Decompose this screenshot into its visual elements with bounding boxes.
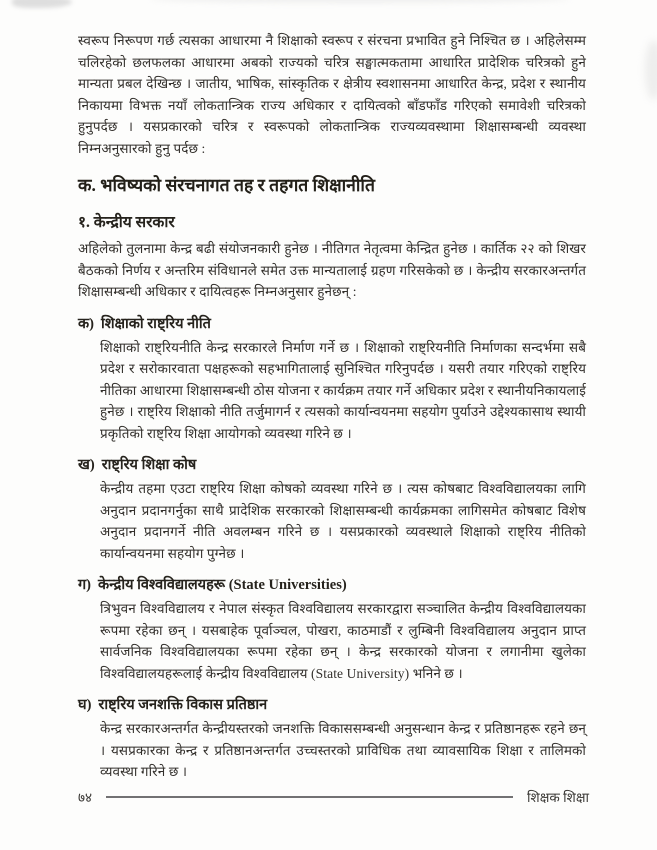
- list-item-ka: [78, 314, 586, 445]
- item-label: घ): [78, 697, 92, 713]
- item-heading-text: केन्द्रीय विश्वविद्यालयहरू (State Universities): [98, 577, 347, 593]
- list-item-kha: [78, 455, 586, 564]
- scan-smudge-right-edge: [645, 40, 657, 100]
- item-body: केन्द्र सरकारअन्तर्गत केन्द्रीयस्तरको जनशक्ति विकाससम्बन्धी अनुसन्धान केन्द्र र प्रतिष्ठानहरू रहने छन् । यसप्रकारका केन्द्र र प्रतिष्ठानअन्तर्गत उच्चस्तरको प्राविधिक तथा व्यावसायिक शिक्षा र तालिमको व्यवस्था गरिने छ ।: [100, 721, 586, 779]
- list-item-gha: [78, 695, 586, 783]
- section-heading: क. भविष्यको संरचनागत तह र तहगत शिक्षानीति: [78, 175, 375, 195]
- page-number: ७४: [78, 790, 93, 805]
- item-heading: [78, 455, 586, 475]
- subsection-heading: १. केन्द्रीय सरकार: [78, 214, 175, 231]
- item-label: क): [78, 315, 94, 332]
- scan-smudge-top-left: [12, 0, 72, 8]
- intro-paragraph: स्वरूप निरूपण गर्छ त्यसका आधारमा नै शिक्षाको स्वरूप र संरचना प्रभावित हुने निश्चित छ । अहिलेसम्म चलिरहेको छलफलका आधारमा अबको राज्यको चरित्र सङ्घात्मकतामा आधारित प्रादेशिक चरित्रको हुने मान्यता प्रबल देखिन्छ । जातीय, भाषिक, सांस्कृतिक र क्षेत्रीय स्वशासनमा आधारित केन्द्र, प्रदेश र स्थानीय निकायमा विभक्त नयाँ लोकतान्त्रिक राज्य अधिकार र दायित्वको बाँडफाँड गरिएको समावेशी चरित्रको हुनुपर्दछ । यसप्रकारको चरित्र र स्वरूपको लोकतान्त्रिक राज्यव्यवस्थामा शिक्षासम्बन्धी व्यवस्था निम्नअनुसारको हुनु पर्दछ :: [78, 33, 586, 156]
- page-content: [78, 30, 586, 783]
- footer-journal-title: शिक्षक शिक्षा: [527, 790, 589, 805]
- item-body: त्रिभुवन विश्वविद्यालय र नेपाल संस्कृत विश्वविद्यालय सरकारद्वारा सञ्चालित केन्द्रीय विश्वविद्यालयका रूपमा रहेका छन् । यसबाहेक पूर्वाञ्चल, पोखरा, काठमाडौं र लुम्बिनी विश्वविद्यालय अनुदान प्राप्त सार्वजनिक विश्वविद्यालयका रूपमा रहेका छन् । केन्द्र सरकारको योजना र लगानीमा खुलेका विश्वविद्यालयहरूलाई केन्द्रीय विश्वविद्यालय (State University) भनिने छ ।: [100, 601, 586, 681]
- subsection-paragraph: अहिलेको तुलनामा केन्द्र बढी संयोजनकारी हुनेछ । नीतिगत नेतृत्वमा केन्द्रित हुनेछ । कार्तिक २२ को शिखर बैठकको निर्णय र अन्तरिम संविधानले समेत उक्त मान्यतालाई ग्रहण गरिसकेको छ । केन्द्रीय सरकारअन्तर्गत शिक्षासम्बन्धी अधिकार र दायित्वहरू निम्नअनुसार हुनेछन् :: [78, 241, 586, 299]
- list-item-ga: [78, 575, 586, 684]
- page-footer: [78, 788, 589, 806]
- item-label: ग): [78, 577, 91, 593]
- item-body: शिक्षाको राष्ट्रियनीति केन्द्र सरकारले निर्माण गर्ने छ । शिक्षाको राष्ट्रियनीति निर्माणका सन्दर्भमा सबै प्रदेश र सरोकारवाता पक्षहरूको सहभागितालाई सुनिश्चित गरिनुपर्दछ । यसरी तयार गरिएको राष्ट्रिय नीतिका आधारमा शिक्षासम्बन्धी ठोस योजना र कार्यक्रम तयार गर्ने अधिकार प्रदेश र स्थानीयनिकायलाई हुनेछ । राष्ट्रिय शिक्षाको नीति तर्जुमागर्न र त्यसको कार्यान्वयनमा सहयोग पुर्याउने उद्देश्यकासाथ स्थायी प्रकृतिको राष्ट्रिय शिक्षा आयोगको व्यवस्था गरिने छ ।: [100, 339, 586, 441]
- item-heading: [78, 575, 586, 595]
- item-heading: [78, 314, 586, 334]
- item-heading-text: राष्ट्रिय शिक्षा कोष: [101, 457, 197, 473]
- scan-smudge-top-center: [150, 0, 570, 3]
- item-heading-text: राष्ट्रिय जनशक्ति विकास प्रतिष्ठान: [98, 697, 268, 713]
- footer-rule: [106, 796, 513, 798]
- item-body: केन्द्रीय तहमा एउटा राष्ट्रिय शिक्षा कोषको व्यवस्था गरिने छ । त्यस कोषबाट विश्वविद्यालयका लागि अनुदान प्रदानगर्नुका साथै प्रादेशिक सरकारको शिक्षासम्बन्धी कार्यक्रमका लागिसमेत कोषबाट विशेष अनुदान प्रदानगर्ने नीति अवलम्बन गरिने छ । यसप्रकारको व्यवस्थाले शिक्षाको राष्ट्रिय नीतिको कार्यान्वयनमा सहयोग पुग्नेछ ।: [100, 481, 586, 561]
- item-heading-text: शिक्षाको राष्ट्रिय नीति: [100, 315, 211, 332]
- item-label: ख): [78, 457, 95, 473]
- item-heading: [78, 695, 586, 715]
